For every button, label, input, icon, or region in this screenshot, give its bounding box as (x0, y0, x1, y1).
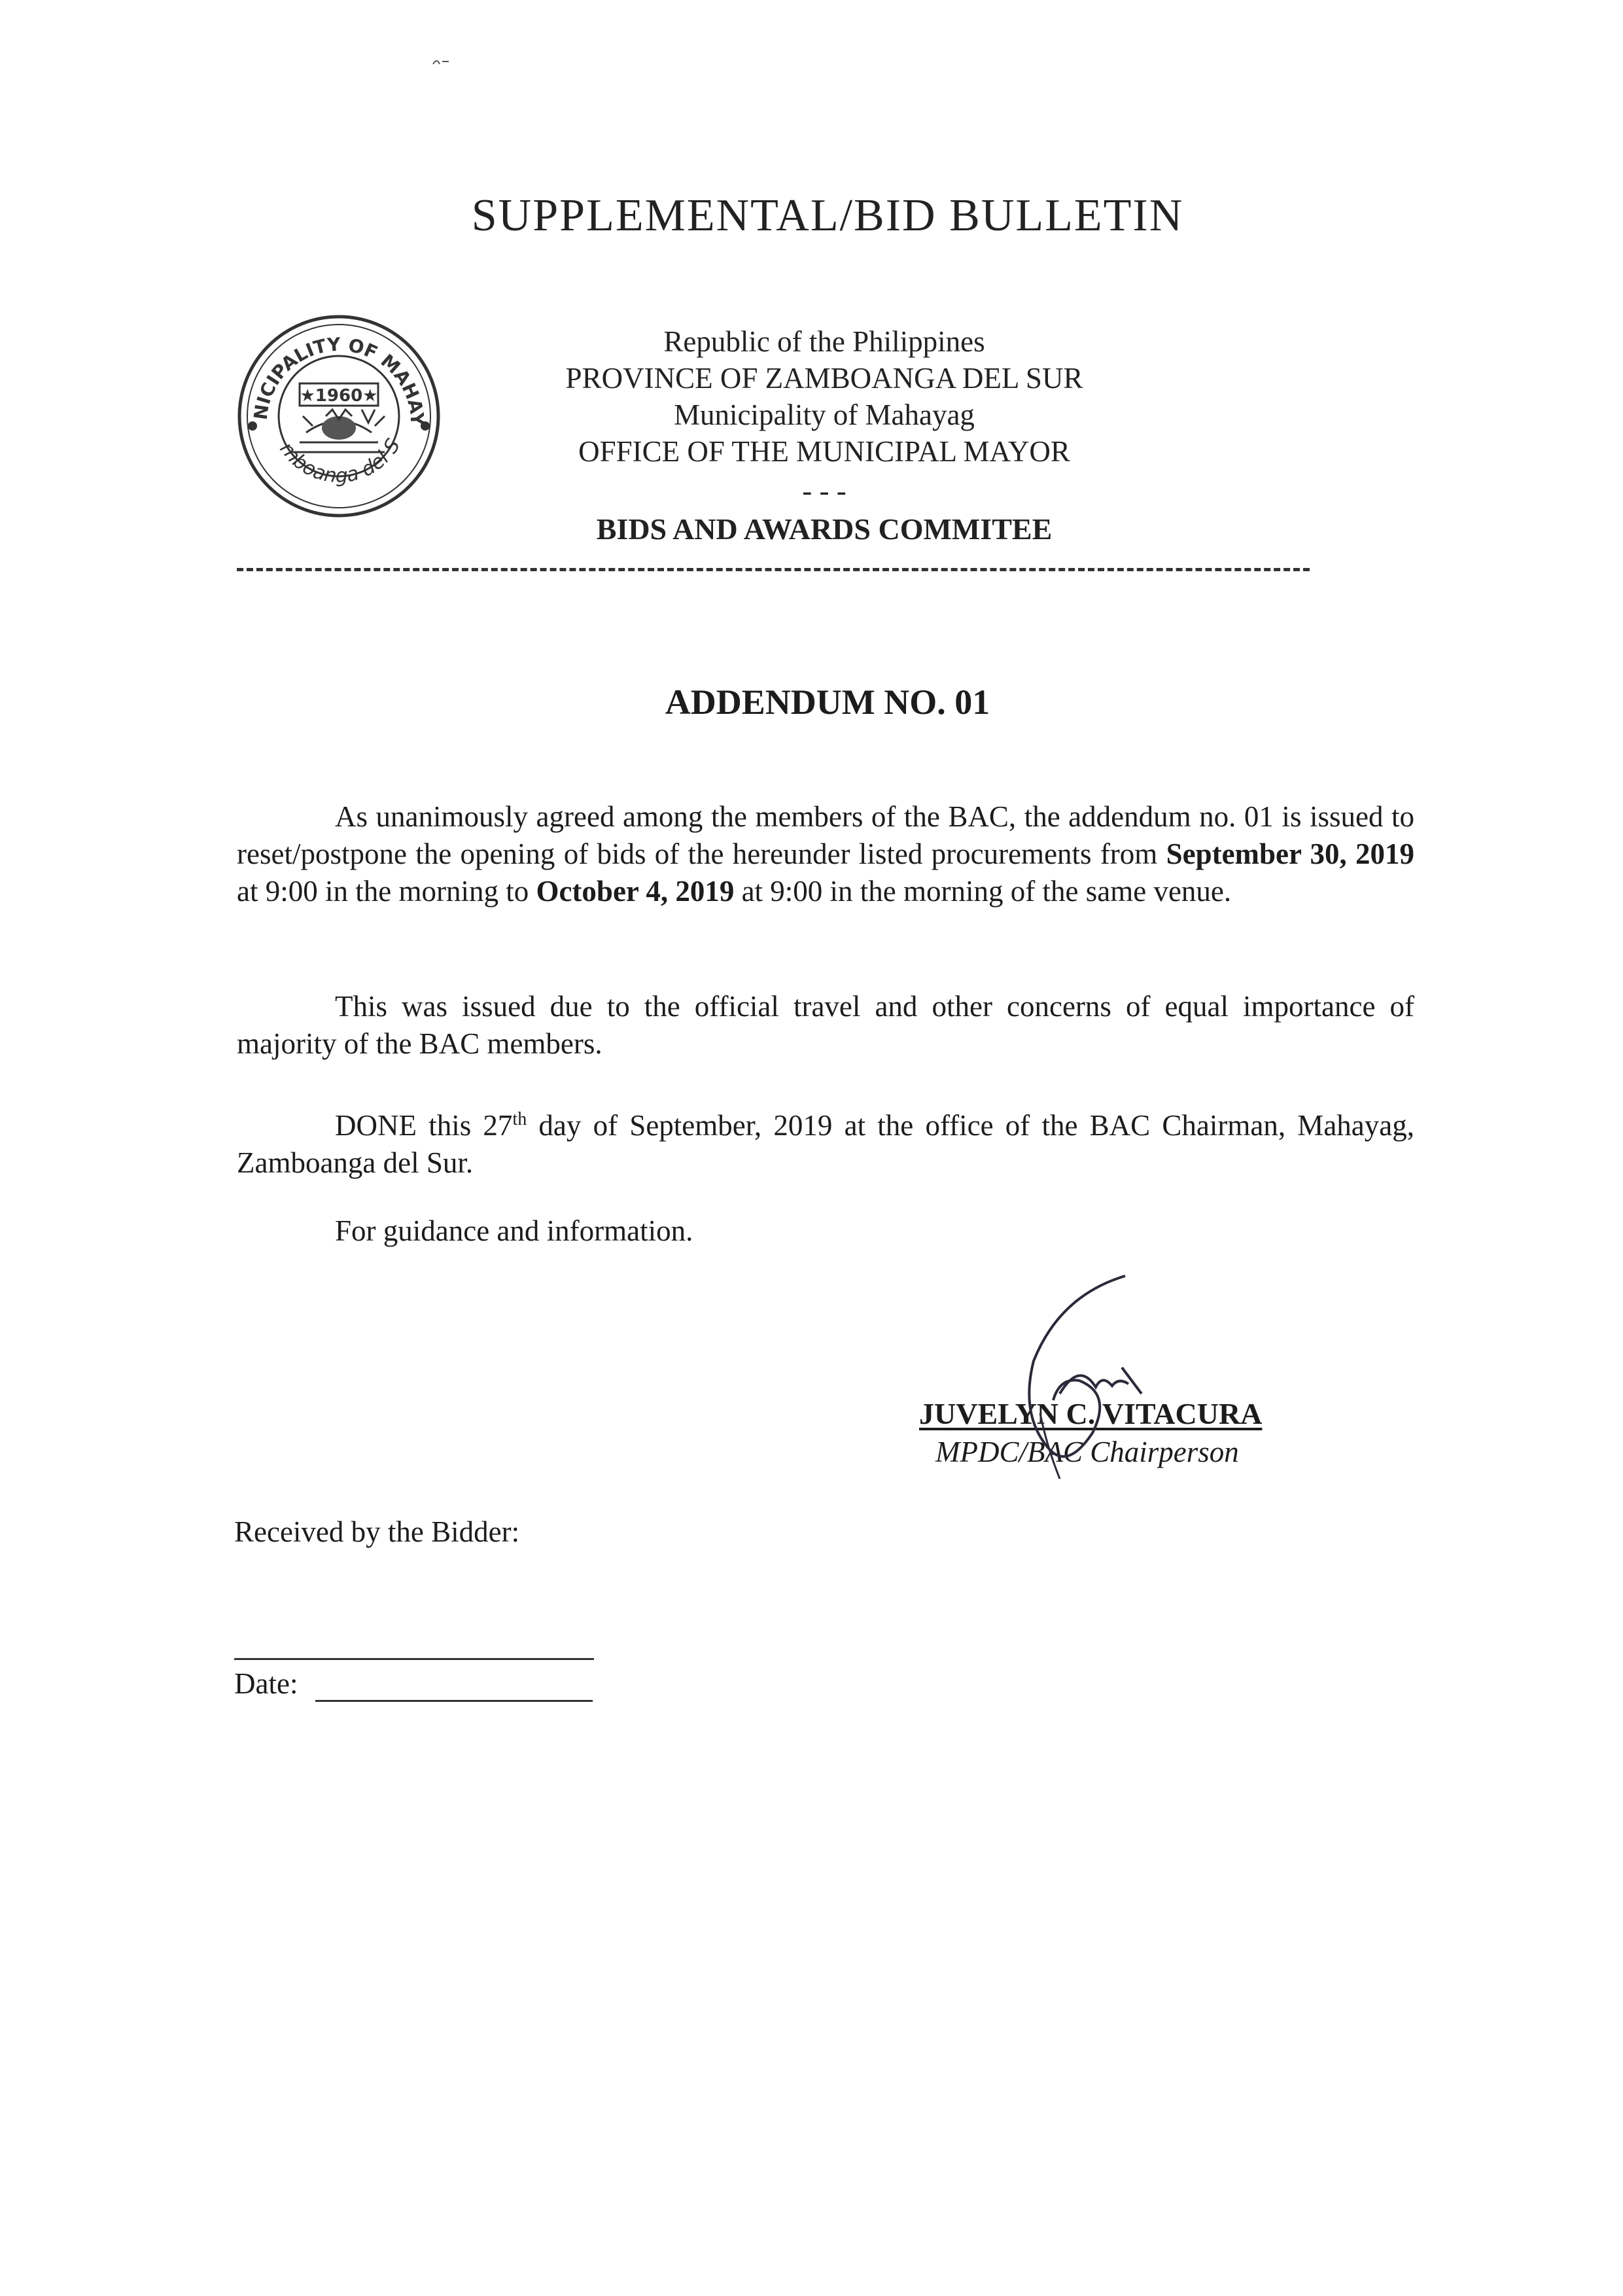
received-label: Received by the Bidder: (234, 1515, 520, 1548)
paragraph-reason: This was issued due to the official travel and other concerns of equal importance of majority of the BAC members. (237, 990, 1414, 1060)
dashed-divider (237, 568, 1310, 571)
header-municipality: Municipality of Mahayag (674, 398, 975, 431)
seal-arc-text: NICIPALITY OF MAHAY (249, 333, 428, 425)
document-title: SUPPLEMENTAL/BID BULLETIN (471, 190, 1184, 241)
committee-name: BIDS AND AWARDS COMMITEE (596, 512, 1053, 546)
paragraph-reset-notice: As unanimously agreed among the members of the BAC, the addendum no. 01 is issued to reset/postpone the opening of bids of the hereunder listed procurements from September 30, 2019 at 9:00 in the morning to October 4, 2019 at 9:00 in the morning of the same venue. (237, 800, 1414, 908)
signatory-title: MPDC/BAC Chairperson (935, 1436, 1239, 1468)
date-label: Date: (234, 1667, 298, 1700)
addendum-title: ADDENDUM NO. 01 (665, 682, 990, 722)
handwritten-signature (981, 1263, 1178, 1498)
paragraph-done: DONE this 27th day of September, 2019 at the office of the BAC Chairman, Mahayag, Zamboanga del Sur. (237, 1109, 1414, 1179)
date-line (315, 1700, 593, 1702)
header-office: OFFICE OF THE MUNICIPAL MAYOR (578, 435, 1070, 468)
signatory-name: JUVELYN C. VITACURA (919, 1397, 1263, 1430)
bidder-signature-line (234, 1658, 594, 1660)
header-republic: Republic of the Philippines (663, 325, 985, 358)
scan-mark (432, 55, 458, 68)
municipal-seal (234, 311, 444, 521)
new-date: October 4, 2019 (536, 875, 735, 908)
seal-bottom-text: mboanga del S (275, 434, 406, 488)
header-province: PROVINCE OF ZAMBOANGA DEL SUR (565, 362, 1083, 395)
seal-year: ★1960★ (300, 386, 378, 406)
old-date: September 30, 2019 (1166, 838, 1414, 870)
paragraph-guidance: For guidance and information. (335, 1214, 693, 1247)
header-separator: - - - (802, 474, 846, 507)
seal-emblem (293, 410, 385, 452)
